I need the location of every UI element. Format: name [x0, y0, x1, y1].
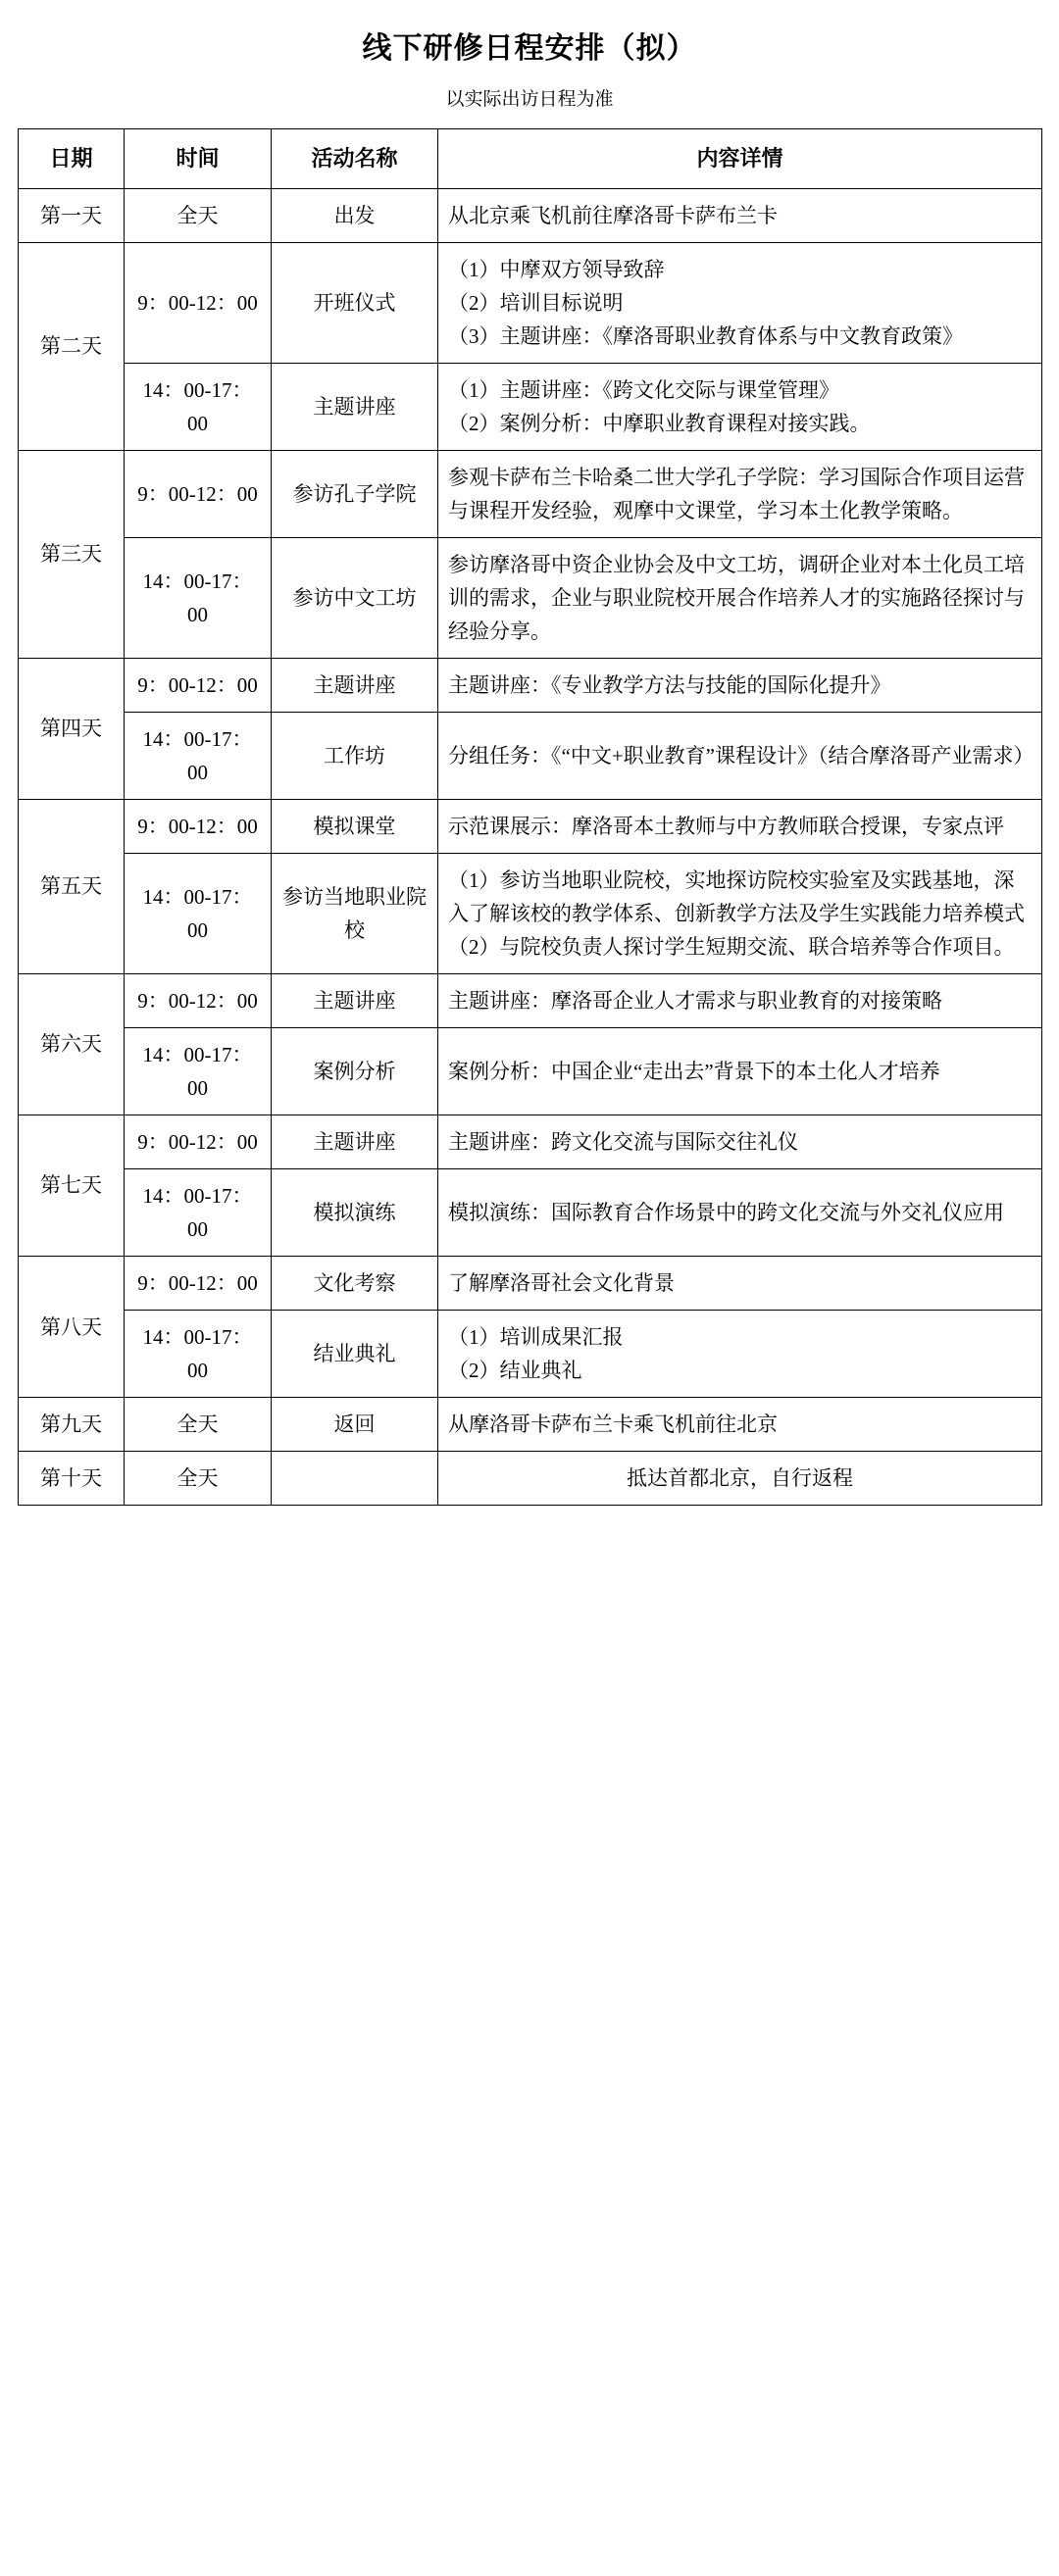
table-row: [19, 1311, 1042, 1398]
cell-activity: 参访孔子学院: [272, 450, 438, 537]
detail-line: （2）案例分析：中摩职业教育课程对接实践。: [448, 411, 871, 435]
cell-detail: [438, 242, 1042, 363]
table-row: [19, 853, 1042, 973]
cell-time: 14：00-17：00: [125, 853, 272, 973]
detail-line: 案例分析：中国企业“走出去”背景下的本土化人才培养: [448, 1059, 940, 1083]
cell-detail: [438, 1115, 1042, 1168]
table-row: [19, 1257, 1042, 1311]
detail-line: 从摩洛哥卡萨布兰卡乘飞机前往北京: [448, 1412, 778, 1437]
cell-date: 第七天: [19, 1115, 125, 1256]
cell-activity: 模拟课堂: [272, 799, 438, 853]
table-row: [19, 712, 1042, 799]
cell-time: 14：00-17：00: [125, 712, 272, 799]
column-header-date: 日期: [19, 129, 125, 189]
cell-date: 第九天: [19, 1398, 125, 1452]
cell-time: 9：00-12：00: [125, 799, 272, 853]
cell-date: 第二天: [19, 242, 125, 450]
table-row: [19, 363, 1042, 450]
table-row: [19, 973, 1042, 1027]
table-row: [19, 658, 1042, 712]
cell-detail: [438, 537, 1042, 658]
cell-detail: [438, 1027, 1042, 1115]
cell-time: 9：00-12：00: [125, 973, 272, 1027]
table-row: [19, 242, 1042, 363]
cell-time: 9：00-12：00: [125, 450, 272, 537]
cell-activity: 主题讲座: [272, 363, 438, 450]
cell-time: 9：00-12：00: [125, 1257, 272, 1311]
cell-activity: 参访当地职业院校: [272, 853, 438, 973]
cell-time: 14：00-17：00: [125, 1311, 272, 1398]
detail-line: 参访摩洛哥中资企业协会及中文工坊，调研企业对本土化员工培训的需求，企业与职业院校开展合作培养人才的实施路径探讨与经验分享。: [448, 552, 1025, 643]
table-row: [19, 799, 1042, 853]
detail-line: （2）培训目标说明: [448, 290, 624, 315]
cell-detail: [438, 853, 1042, 973]
cell-date: 第六天: [19, 973, 125, 1115]
detail-line: 了解摩洛哥社会文化背景: [448, 1271, 675, 1295]
table-row: [19, 1027, 1042, 1115]
column-header-time: 时间: [125, 129, 272, 189]
page-title: 线下研修日程安排（拟）: [362, 32, 697, 65]
cell-activity: 模拟演练: [272, 1168, 438, 1256]
table-row: [19, 1398, 1042, 1452]
schedule-table: [18, 128, 1042, 1506]
detail-line: （1）主题讲座：《跨文化交际与课堂管理》: [448, 377, 839, 402]
table-row: [19, 1115, 1042, 1168]
cell-time: 14：00-17：00: [125, 1027, 272, 1115]
detail-line: （3）主题讲座：《摩洛哥职业教育体系与中文教育政策》: [448, 323, 963, 348]
cell-detail: [438, 1311, 1042, 1398]
detail-line: （2）与院校负责人探讨学生短期交流、联合培养等合作项目。: [448, 934, 1015, 959]
cell-date: 第四天: [19, 658, 125, 799]
table-row: [19, 1452, 1042, 1506]
detail-line: 示范课展示：摩洛哥本土教师与中方教师联合授课，专家点评: [448, 814, 1004, 838]
cell-detail: [438, 658, 1042, 712]
cell-time: 全天: [125, 1398, 272, 1452]
cell-activity: 主题讲座: [272, 658, 438, 712]
detail-line: 主题讲座：《专业教学方法与技能的国际化提升》: [448, 672, 891, 697]
cell-time: 全天: [125, 188, 272, 242]
table-row: [19, 450, 1042, 537]
cell-detail: [438, 450, 1042, 537]
detail-line: （1）参访当地职业院校，实地探访院校实验室及实践基地，深入了解该校的教学体系、创新教学方法及学生实践能力培养模式: [448, 867, 1025, 925]
table-row: [19, 537, 1042, 658]
detail-line: 从北京乘飞机前往摩洛哥卡萨布兰卡: [448, 203, 778, 227]
cell-detail: [438, 363, 1042, 450]
cell-time: 14：00-17：00: [125, 537, 272, 658]
detail-line: 主题讲座：摩洛哥企业人才需求与职业教育的对接策略: [448, 988, 942, 1013]
cell-detail: [438, 1398, 1042, 1452]
cell-time: 14：00-17：00: [125, 363, 272, 450]
table-header: [19, 129, 1042, 189]
detail-line: （1）培训成果汇报: [448, 1325, 624, 1350]
cell-activity: 主题讲座: [272, 1115, 438, 1168]
cell-activity: [272, 1452, 438, 1506]
table-body: [19, 188, 1042, 1505]
cell-time: 9：00-12：00: [125, 1115, 272, 1168]
cell-detail: [438, 973, 1042, 1027]
cell-date: 第五天: [19, 799, 125, 973]
cell-time: 全天: [125, 1452, 272, 1506]
cell-activity: 结业典礼: [272, 1311, 438, 1398]
column-header-activity: 活动名称: [272, 129, 438, 189]
cell-activity: 文化考察: [272, 1257, 438, 1311]
detail-line: 主题讲座：跨文化交流与国际交往礼仪: [448, 1129, 798, 1154]
cell-detail: [438, 799, 1042, 853]
cell-activity: 返回: [272, 1398, 438, 1452]
cell-time: 9：00-12：00: [125, 658, 272, 712]
cell-activity: 出发: [272, 188, 438, 242]
detail-line: （2）结业典礼: [448, 1359, 582, 1383]
cell-activity: 参访中文工坊: [272, 537, 438, 658]
cell-detail: [438, 188, 1042, 242]
table-row: [19, 188, 1042, 242]
cell-detail: [438, 712, 1042, 799]
cell-detail: [438, 1452, 1042, 1506]
detail-line: 抵达首都北京，自行返程: [627, 1466, 853, 1491]
detail-line: 模拟演练：国际教育合作场景中的跨文化交流与外交礼仪应用: [448, 1200, 1004, 1224]
cell-date: 第八天: [19, 1257, 125, 1398]
cell-time: 14：00-17：00: [125, 1168, 272, 1256]
detail-line: 参观卡萨布兰卡哈桑二世大学孔子学院：学习国际合作项目运营与课程开发经验，观摩中文课堂，学习本土化教学策略。: [448, 465, 1025, 522]
cell-date: 第十天: [19, 1452, 125, 1506]
cell-date: 第三天: [19, 450, 125, 658]
cell-detail: [438, 1257, 1042, 1311]
cell-activity: 工作坊: [272, 712, 438, 799]
table-row: [19, 1168, 1042, 1256]
detail-line: 分组任务：《“中文+职业教育”课程设计》（结合摩洛哥产业需求）: [448, 743, 1034, 768]
cell-activity: 主题讲座: [272, 973, 438, 1027]
cell-time: 9：00-12：00: [125, 242, 272, 363]
cell-detail: [438, 1168, 1042, 1256]
cell-activity: 案例分析: [272, 1027, 438, 1115]
cell-activity: 开班仪式: [272, 242, 438, 363]
detail-line: （1）中摩双方领导致辞: [448, 257, 665, 281]
page-subtitle: 以实际出访日程为准: [445, 89, 614, 110]
cell-date: 第一天: [19, 188, 125, 242]
column-header-detail: 内容详情: [438, 129, 1042, 189]
table-header-row: [19, 129, 1042, 189]
